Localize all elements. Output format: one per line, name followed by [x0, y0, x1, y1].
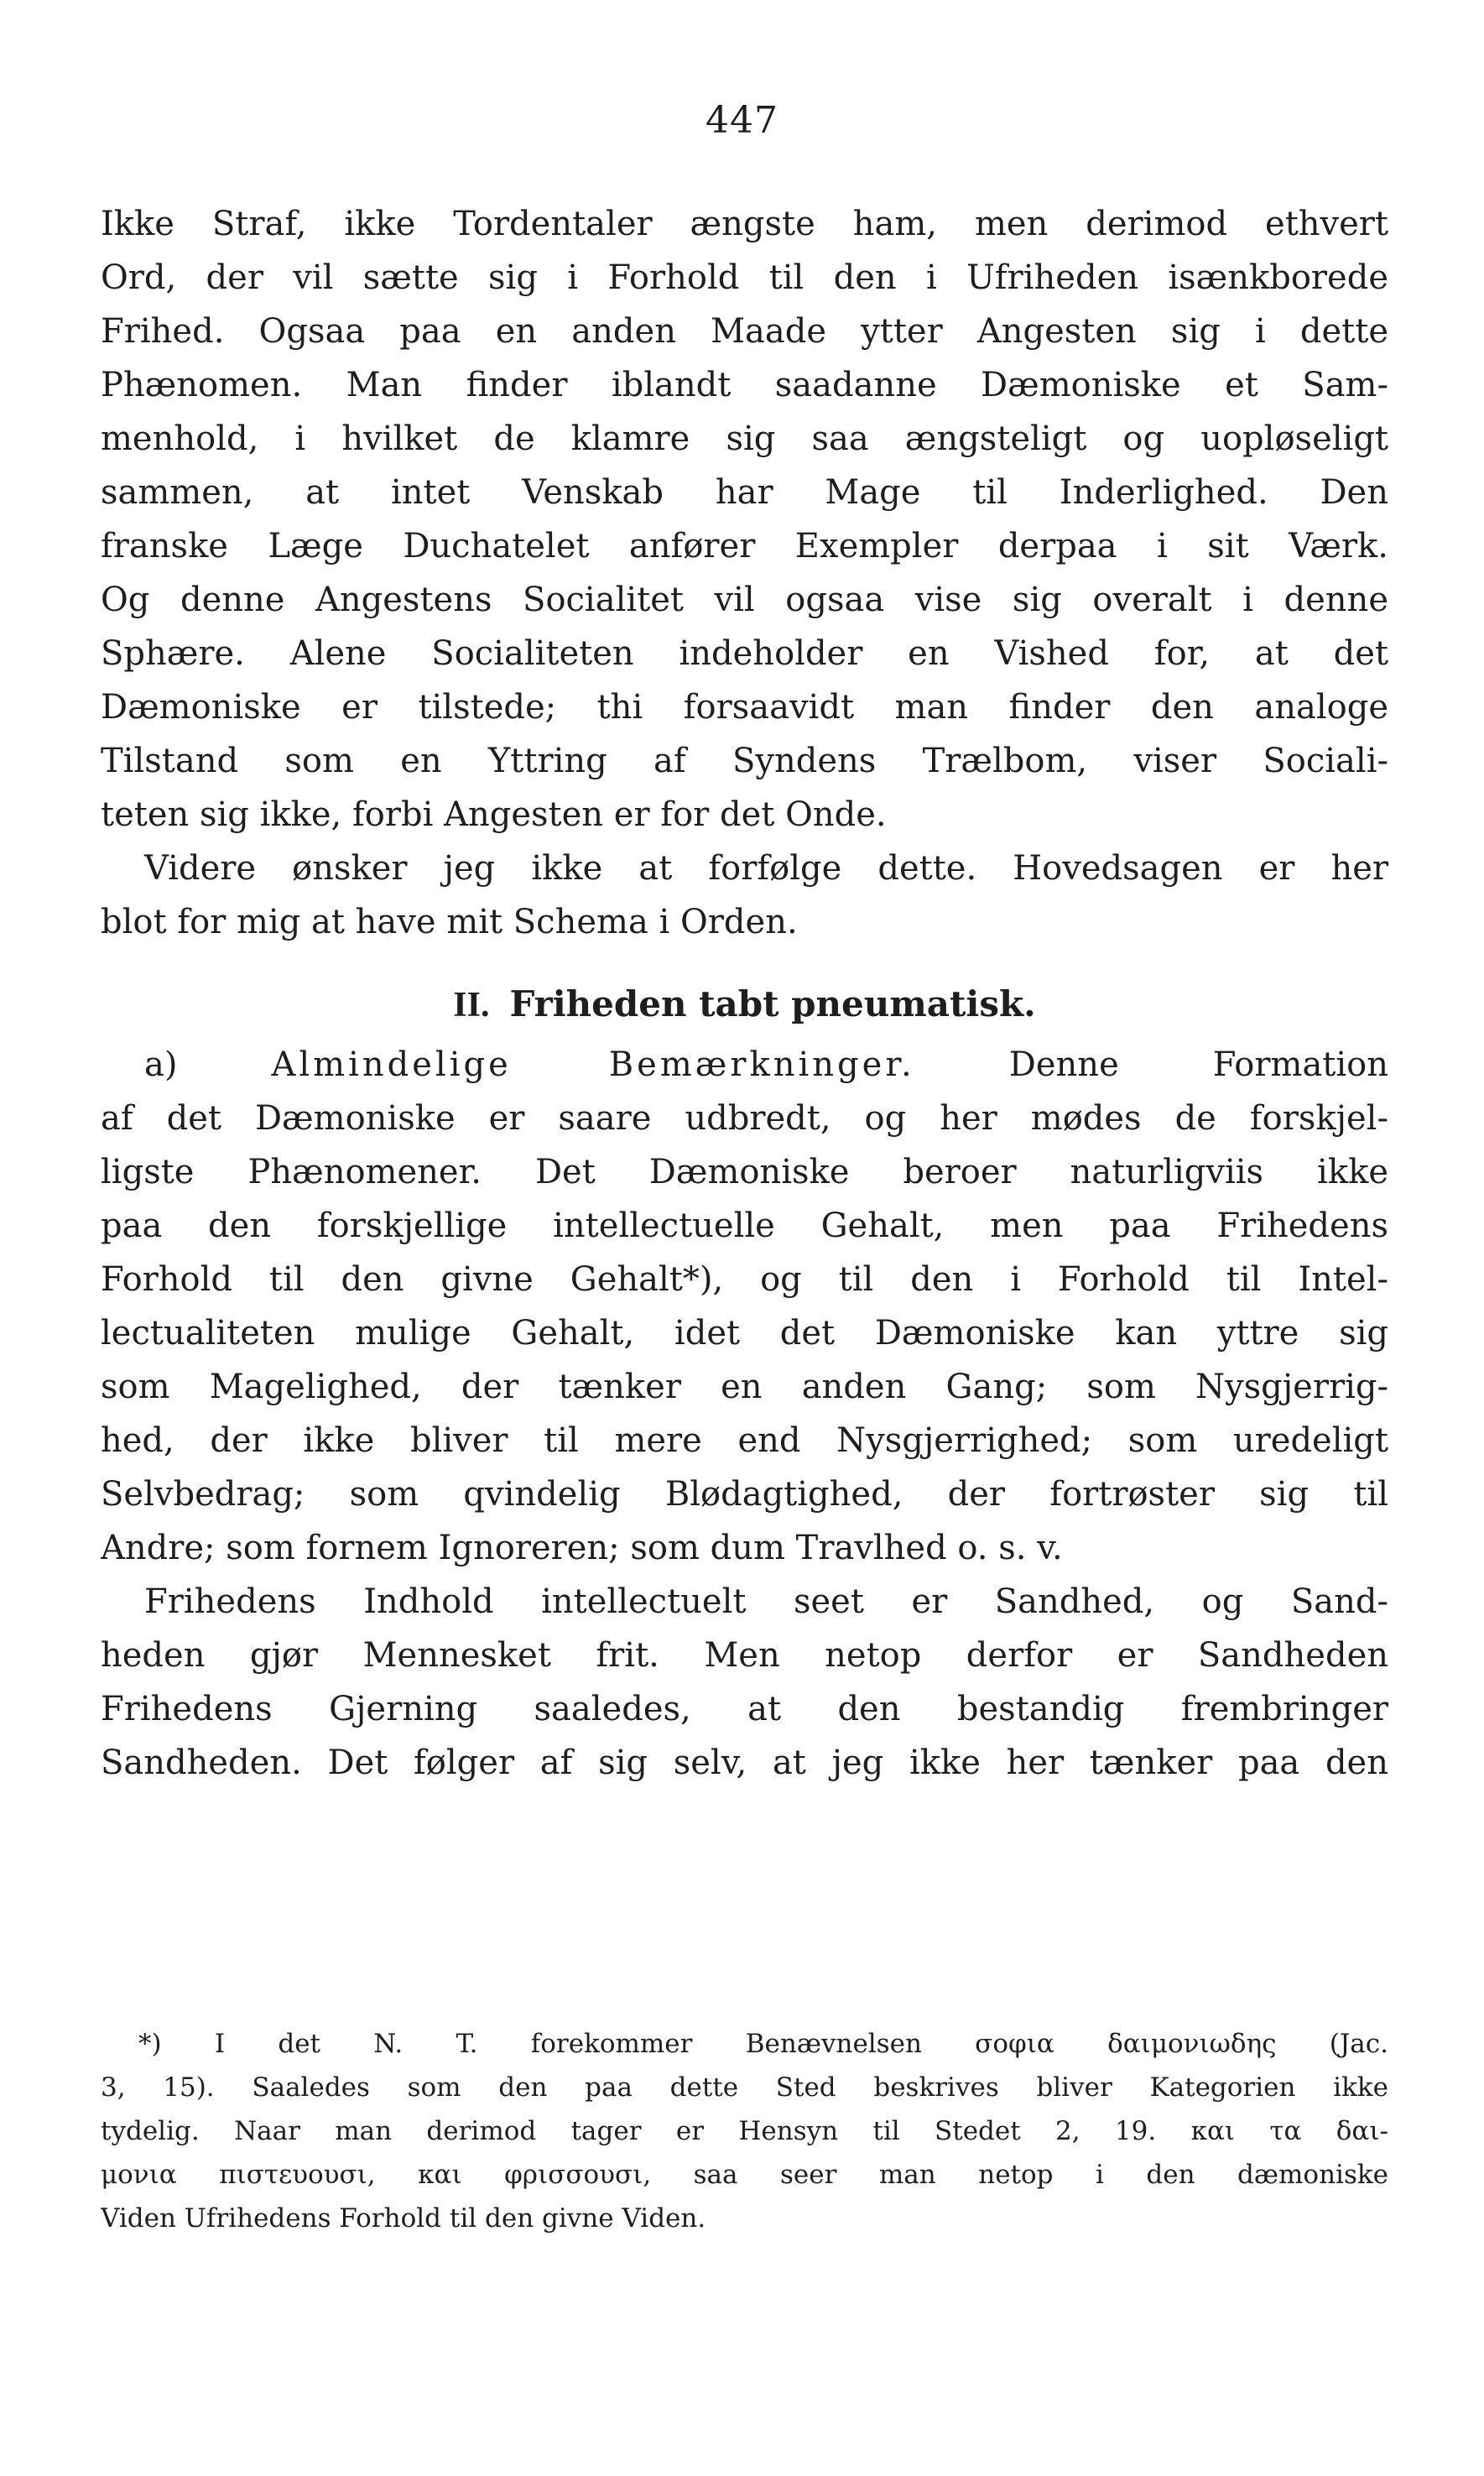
text-line [101, 1038, 1388, 1092]
text-line: heden gjør Mennesket frit. Men netop derfor er Sandheden [101, 1636, 1388, 1675]
text-line: Tilstand som en Yttring af Syndens Trælbom, viser Sociali- [101, 742, 1388, 780]
footnote-line: Viden Ufrihedens Forhold til den givne Viden. [101, 2203, 706, 2234]
paragraph-4 [101, 1575, 1388, 1790]
text-line: Forhold til den givne Gehalt*), og til den i Forhold til Intel- [101, 1260, 1388, 1299]
text-line: Phænomen. Man finder iblandt saadanne Dæmoniske et Sam- [101, 366, 1388, 404]
text-line: Frihedens Indhold intellectuelt seet er Sandhed, og Sand- [144, 1582, 1388, 1621]
paragraph-3 [101, 1038, 1388, 1575]
text-line: Frihed. Ogsaa paa en anden Maade ytter Angesten sig i dette [101, 312, 1388, 351]
footnote-line: tydelig. Naar man derimod tager er Hensyn til Stedet 2, 19. και τα δαι- [101, 2116, 1388, 2146]
text-line: lectualiteten mulige Gehalt, idet det Dæmoniske kan yttre sig [101, 1314, 1388, 1353]
text-line: Andre; som fornem Ignoreren; som dum Travlhed o. s. v. [101, 1529, 1063, 1567]
text-line: Sphære. Alene Socialiteten indeholder en Vished for, at det [101, 634, 1388, 673]
text-line: hed, der ikke bliver til mere end Nysgjerrighed; som uredeligt [101, 1421, 1388, 1460]
page-number: 447 [706, 99, 778, 142]
paragraph-1 [101, 197, 1388, 842]
text-line: blot for mig at have mit Schema i Orden. [101, 903, 798, 941]
text-line: Sandheden. Det følger af sig selv, at jeg ikke her tænker paa den [101, 1744, 1388, 1782]
footnote-line: *) I det N. T. forekommer Benævnelsen σοφια δαιμονιωδης (Jac. [138, 2029, 1388, 2059]
footnote-line: μονια πιστευουσι, και φρισσουσι, saa seer man netop i den dæmoniske [101, 2160, 1388, 2190]
text-line: som Magelighed, der tænker en anden Gang; som Nysgjerrig- [101, 1368, 1388, 1406]
text-line: Ord, der vil sætte sig i Forhold til den i Ufriheden isænkborede [101, 258, 1388, 297]
text-line: Videre ønsker jeg ikke at forfølge dette. Hovedsagen er her [144, 849, 1388, 888]
text-line: teten sig ikke, forbi Angesten er for det Onde. [101, 795, 887, 834]
section-title: Friheden tabt pneumatisk. [509, 983, 1036, 1024]
footnote [101, 2022, 1388, 2240]
text-line: Frihedens Gjerning saaledes, at den bestandig frembringer [101, 1690, 1388, 1728]
text-line: sammen, at intet Venskab har Mage til Inderlighed. Den [101, 473, 1388, 512]
paragraph-2 [101, 842, 1388, 949]
text-line: paa den forskjellige intellectuelle Gehalt, men paa Frihedens [101, 1207, 1388, 1245]
section-number: II. [453, 986, 490, 1024]
text-line: af det Dæmoniske er saare udbredt, og her mødes de forskjel- [101, 1099, 1388, 1138]
text-line: franske Læge Duchatelet anfører Exempler derpaa i sit Værk. [101, 527, 1388, 566]
text-line: menhold, i hvilket de klamre sig saa ængsteligt og uopløseligt [101, 420, 1388, 458]
text-line: ligste Phænomener. Det Dæmoniske beroer naturligviis ikke [101, 1153, 1388, 1191]
text-line: Og denne Angestens Socialitet vil ogsaa vise sig overalt i denne [101, 581, 1388, 619]
section-gap [101, 949, 1388, 971]
main-text [101, 197, 1388, 1790]
text-line: Dæmoniske er tilstede; thi forsaavidt man finder den analoge [101, 688, 1388, 727]
subsection-label: a) [144, 1045, 178, 1084]
footnote-line: 3, 15). Saaledes som den paa dette Sted beskrives bliver Kategorien ikke [101, 2072, 1388, 2103]
text-line: Selvbedrag; som qvindelig Blødagtighed, der fortrøster sig til [101, 1475, 1388, 1514]
text-line: Ikke Straf, ikke Tordentaler ængste ham, men derimod ethvert [101, 205, 1388, 243]
subsection-title: Almindelige Bemærkninger. [271, 1045, 915, 1084]
text-fragment: Denne Formation [1008, 1045, 1388, 1084]
section-heading [101, 971, 1388, 1038]
